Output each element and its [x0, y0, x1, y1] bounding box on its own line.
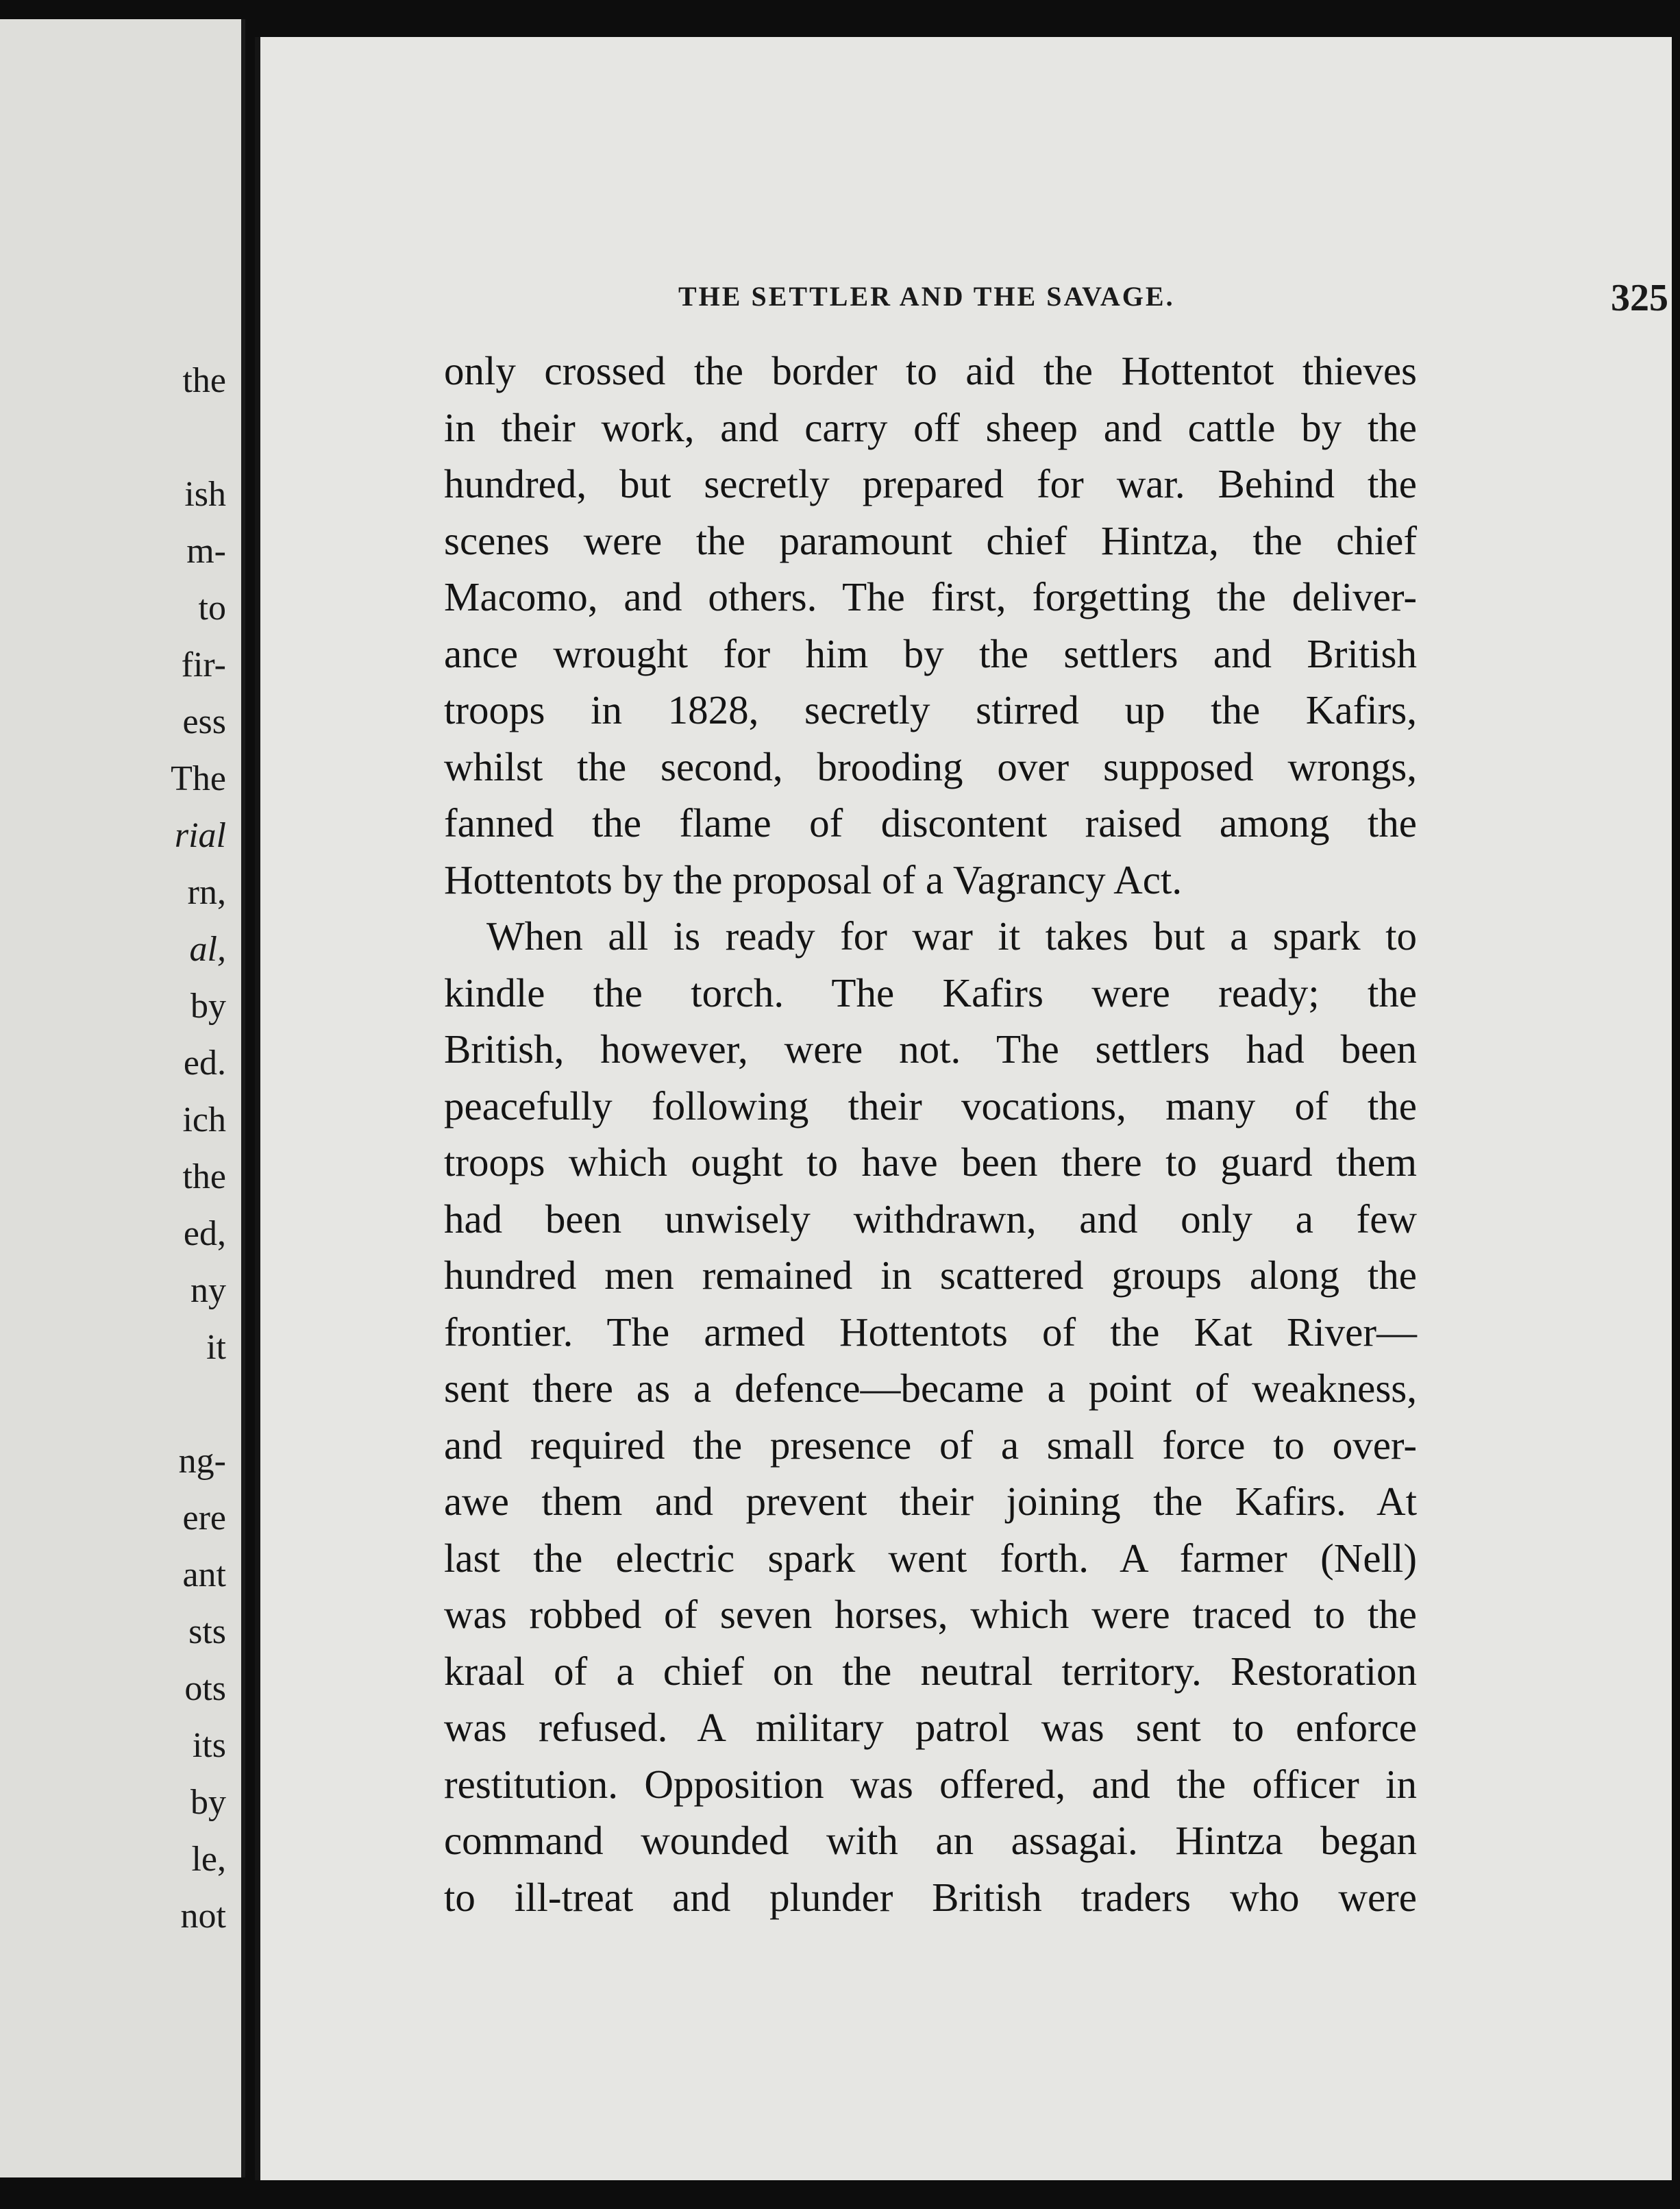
text-line: frontier. The armed Hottentots of the Kat River— — [444, 1309, 1417, 1355]
text-line: Hottentots by the proposal of a Vagrancy Act. — [444, 856, 1183, 902]
left-fragment: The — [171, 759, 226, 798]
left-fragment: rn, — [187, 873, 226, 912]
text-line: British, however, were not. The settlers had been — [444, 1026, 1417, 1072]
left-fragment: not — [180, 1897, 226, 1936]
left-fragment: ng- — [178, 1442, 226, 1481]
left-fragment: ant — [182, 1555, 226, 1594]
text-line: peacefully following their vocations, many of the — [444, 1083, 1417, 1128]
left-fragment: fir- — [181, 645, 226, 684]
text-line: and required the presence of a small force to over- — [444, 1422, 1417, 1468]
left-fragment: sts — [188, 1612, 226, 1651]
text-line: restitution. Opposition was offered, and the officer in — [444, 1761, 1417, 1807]
left-fragment: to — [198, 589, 226, 628]
left-fragment: by — [190, 1783, 226, 1822]
left-fragment: ess — [182, 702, 226, 741]
left-fragment: ed. — [183, 1044, 226, 1083]
text-line: troops which ought to have been there to guard them — [444, 1139, 1417, 1185]
text-line: When all is ready for war it takes but a spark to — [486, 913, 1417, 959]
text-line: command wounded with an assagai. Hintza began — [444, 1818, 1417, 1863]
left-fragment: the — [182, 1157, 226, 1196]
book-page — [255, 37, 1672, 2180]
left-fragment: ots — [184, 1669, 226, 1708]
left-fragment: m- — [186, 532, 226, 571]
text-line: awe them and prevent their joining the Kafirs. At — [444, 1479, 1417, 1524]
left-page-text-fragments — [171, 352, 226, 1945]
text-line: was robbed of seven horses, which were traced to the — [444, 1592, 1417, 1637]
text-line: only crossed the border to aid the Hottentot thieves — [444, 348, 1417, 393]
left-fragment: ish — [184, 475, 226, 514]
text-line: Macomo, and others. The first, forgetting the deliver- — [444, 574, 1417, 619]
text-line: in their work, and carry off sheep and cattle by the — [444, 404, 1417, 450]
left-fragment: by — [190, 987, 226, 1026]
text-line: hundred, but secretly prepared for war. Behind the — [444, 461, 1417, 506]
left-fragment — [171, 409, 226, 466]
text-line: kindle the torch. The Kafirs were ready; the — [444, 970, 1417, 1015]
text-line: troops in 1828, secretly stirred up the Kafirs, — [444, 687, 1417, 732]
left-fragment: ed, — [183, 1214, 226, 1253]
text-line: to ill-treat and plunder British traders who were — [444, 1874, 1417, 1920]
text-line: ance wrought for him by the settlers and British — [444, 630, 1417, 676]
left-fragment: ny — [190, 1271, 226, 1310]
page-number: 325 — [1611, 277, 1668, 319]
text-line: fanned the flame of discontent raised among the — [444, 800, 1417, 846]
left-fragment: al, — [189, 930, 226, 969]
left-fragment: the — [182, 361, 226, 400]
body-text — [444, 343, 1417, 1925]
text-line: sent there as a defence—became a point of weakness, — [444, 1366, 1417, 1411]
left-fragment — [171, 1376, 226, 1433]
running-header — [678, 277, 1668, 335]
left-page-edge — [0, 19, 245, 2177]
text-line: last the electric spark went forth. A farmer (Nell) — [444, 1535, 1417, 1581]
left-fragment: it — [206, 1328, 226, 1367]
left-fragment: le, — [191, 1840, 226, 1879]
text-line: was refused. A military patrol was sent to enforce — [444, 1705, 1417, 1750]
running-title: THE SETTLER AND THE SAVAGE. — [678, 281, 1175, 312]
text-line: whilst the second, brooding over supposed wrongs, — [444, 743, 1417, 789]
text-line: had been unwisely withdrawn, and only a few — [444, 1196, 1417, 1242]
text-line: scenes were the paramount chief Hintza, the chief — [444, 517, 1417, 563]
left-fragment: ich — [182, 1100, 226, 1139]
left-fragment: its — [192, 1726, 226, 1765]
left-fragment: ere — [182, 1498, 226, 1538]
text-line: kraal of a chief on the neutral territory. Restoration — [444, 1648, 1417, 1694]
left-fragment: rial — [174, 816, 226, 855]
text-line: hundred men remained in scattered groups along the — [444, 1252, 1417, 1298]
